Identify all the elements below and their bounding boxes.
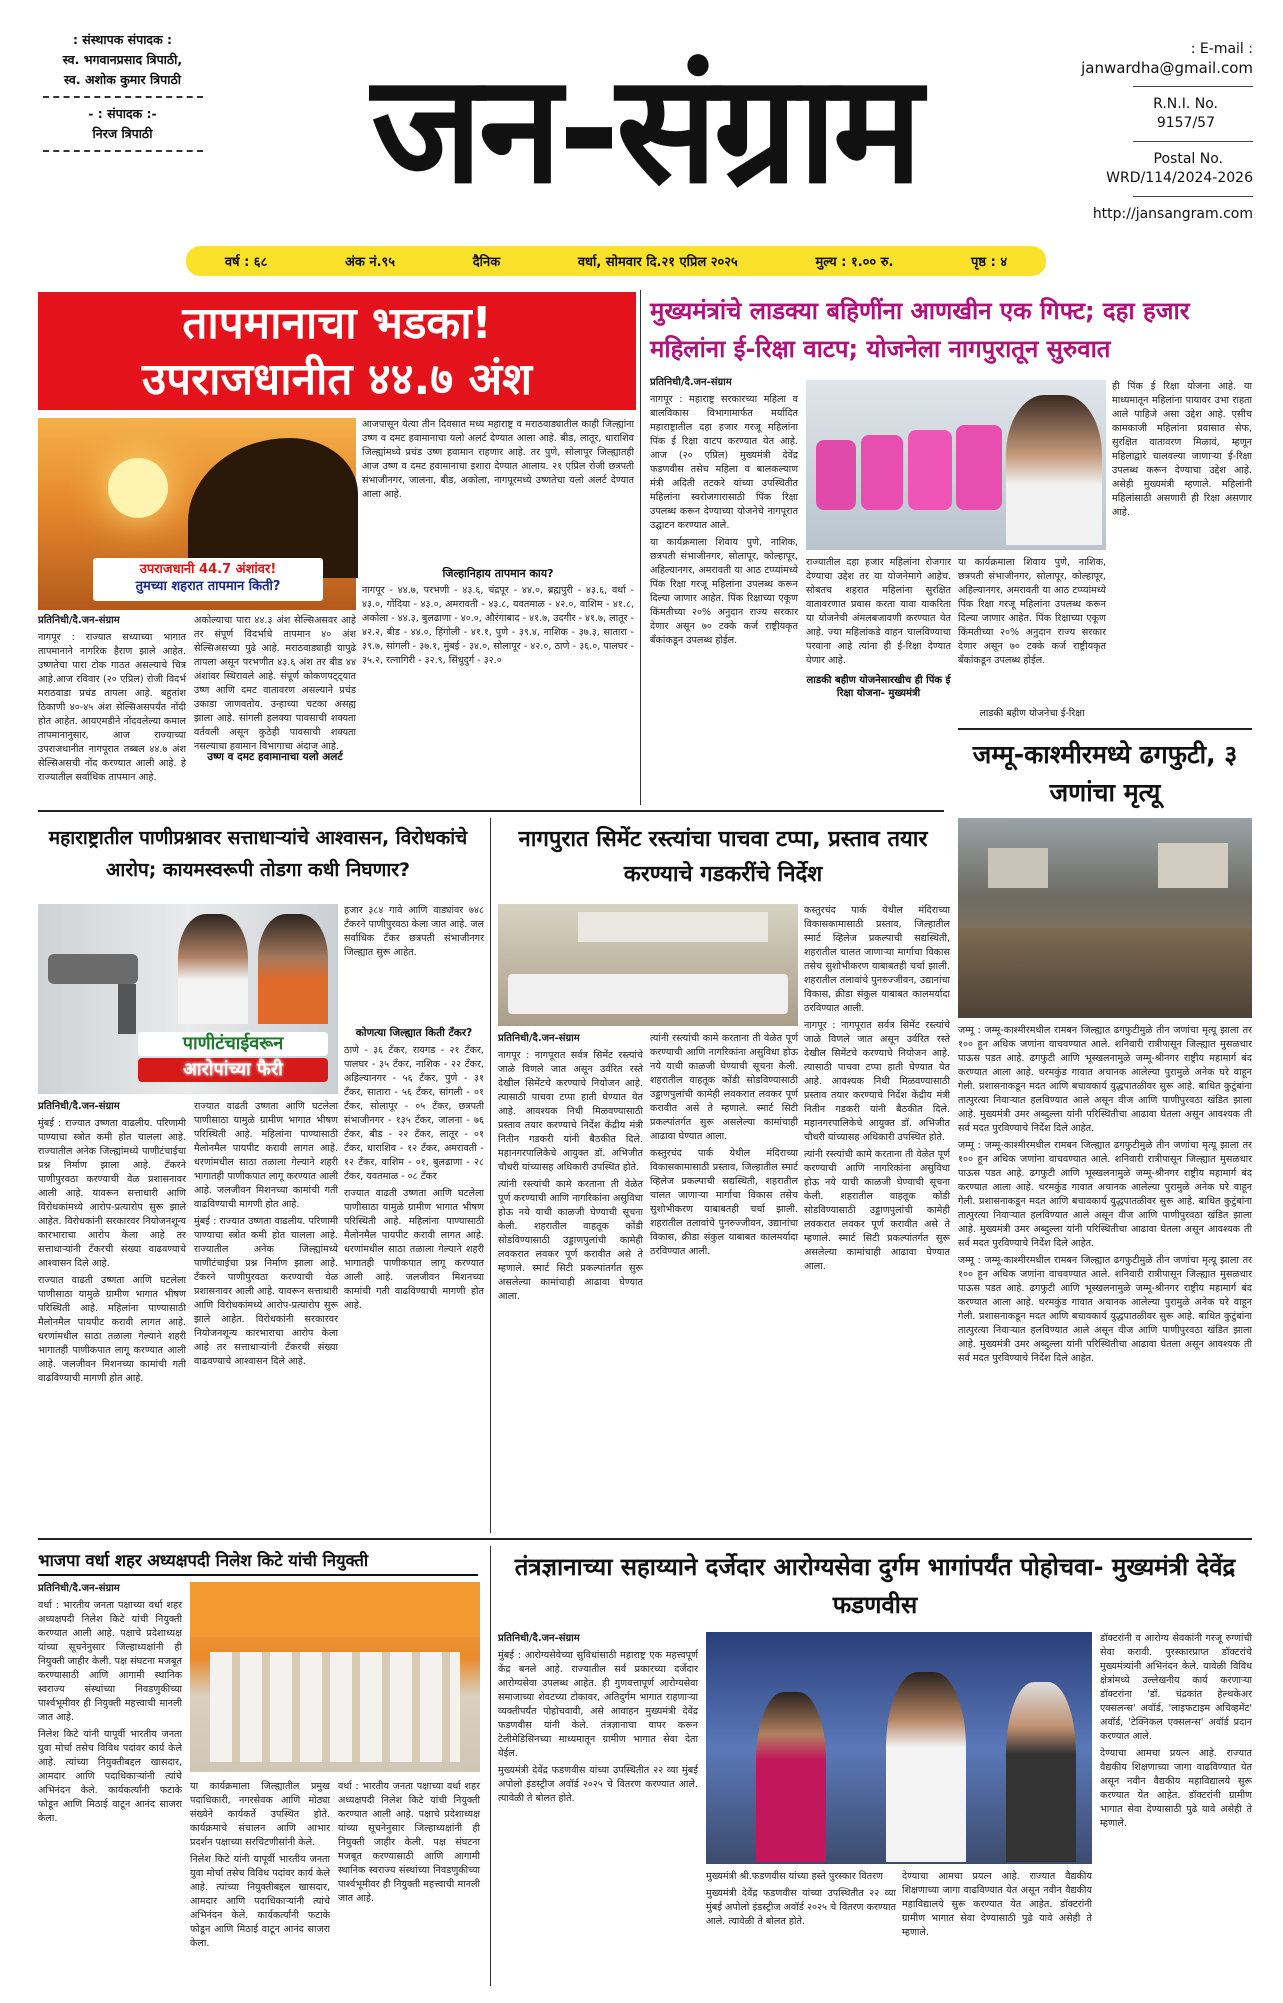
water-headline: महाराष्ट्रातील पाणीप्रश्नावर सत्ताधाऱ्यांचे आश्वासन, विरोधकांचे आरोप; कायमस्वरूपी तोडगा कधी निघणार? <box>48 827 468 881</box>
erickshaw-body-2: या कार्यक्रमाला शिवाय पुणे, नाशिक, छत्रपती संभाजीनगर, सोलापूर, कोल्हापूर, अहिल्यानगर, अमरावती या आठ टप्प्यांमध्ये पिंक रिक्षा गरजू महिलांना उपलब्ध करून दिल्या जाणार आहेत. पिंक रिक्षाच्या एकूण किंमतीच्या २०% अनुदान राज्य सरकार देणार असून ७० टक्के कर्ज राष्ट्रीयकृत बँकांकडून उपलब्ध होईल. <box>650 537 798 646</box>
health-body-3: देण्याचा आमचा प्रयत्न आहे. राज्यात वैद्यकीय शिक्षणाच्या जागा वाढविण्यात येत असून नवीन वैद्यकीय महाविद्यालये सुरू करण्यात येत आहेत. डॉक्टरांनी ग्रामीण भागात सेवा देण्यासाठी पुढे यावे असेही ते म्हणाले. <box>902 1871 1092 1938</box>
cement-body-3b: कस्तुरचंद पार्क येथील मंदिराच्या विकासकामासाठी प्रस्ताव, जिल्हातील स्मार्ट व्हिलेज प्रकल्पाची सद्यस्थिती, शहरातील चालत जाणाऱ्या मार्गाचा विकास तसेच सुशोभीकरण याबाबतही चर्चा झाली. शहरातील तलावांचे पुनरुज्जीवन, उद्यानांचा विकास, क्रीडा संकुल याबाबत कालमर्यादा ठरविण्यात आली. <box>804 905 950 1014</box>
kashmir-photo <box>958 818 1252 1018</box>
health-column-1 <box>498 1632 698 1982</box>
health-headline: तंत्रज्ञानाच्या सहाय्याने दर्जेदार आरोग्यसेवा दुर्गम भागांपर्यंत पोहोचवा- मुख्यमंत्री देवेंद्र फडणवीस <box>514 1553 1236 1619</box>
bjp-body-1b: वर्धा : भारतीय जनता पक्षाच्या वर्धा शहर अध्यक्षपदी निलेश किटे यांची नियुक्ती करण्यात आली आहे. पक्षाचे प्रदेशाध्यक्ष यांच्या सूचनेनुसार जिल्हाध्यक्षांनी ही नियुक्ती जाहीर केली. पक्ष संघटना मजबूत करण्यासाठी आणि आगामी स्थानिक स्वराज्य संस्थांच्या निवडणुकीच्या पार्श्वभूमीवर ही नियुक्ती महत्त्वाची मानली जात आहे. <box>338 1781 480 1904</box>
kashmir-body <box>958 1024 1252 1534</box>
issue-number: अंक नं.९५ <box>344 255 396 270</box>
bjp-photo <box>190 1582 480 1772</box>
portrait <box>258 914 328 1024</box>
water-list <box>344 1044 484 1530</box>
heat-photo <box>38 418 356 610</box>
water-body-3: हजार ३८४ गावे आणि वाड्यांवर ७४८ टँकरने पाणीपुरवठा केला जात आहे. जल सर्वाधिक टँकर छत्रपती संभाजीनगर जिल्ह्यात सुरू आहेत. <box>344 905 484 958</box>
house-shape <box>1158 843 1228 888</box>
health-column-3 <box>1100 1632 1252 1982</box>
portrait <box>886 1672 966 1862</box>
place-date: वर्धा, सोमवार दि.२१ एप्रिल २०२५ <box>577 255 738 270</box>
banner-shape <box>578 912 768 942</box>
heat-headline <box>38 292 636 410</box>
website-link[interactable]: http://jansangram.com <box>1092 206 1253 222</box>
water-list-title: कोणत्या जिल्ह्यात किती टँकर? <box>355 1027 473 1039</box>
cement-body-3: कस्तुरचंद पार्क येथील मंदिराच्या विकासकामासाठी प्रस्ताव, जिल्हातील स्मार्ट व्हिलेज प्रकल्पाची सद्यस्थिती, शहरातील चालत जाणाऱ्या मार्गाचा विकास तसेच सुशोभीकरण याबाबतही चर्चा झाली. शहरातील तलावांचे पुनरुज्जीवन, उद्यानांचा विकास, क्रीडा संकुल याबाबत कालमर्यादा ठरविण्यात आली. <box>650 1148 798 1257</box>
water-column-3 <box>344 904 484 1024</box>
cement-photo <box>498 904 798 1026</box>
health-photo-caption-text: मुख्यमंत्री श्री.फडणवीस यांच्या हस्ते पुरस्कार वितरण <box>706 1871 883 1882</box>
health-photo-caption <box>706 1870 896 1982</box>
heat-column-3 <box>362 418 634 563</box>
cement-body-2c: त्यांनी रस्त्यांची कामे करताना ती वेळेत पूर्ण करण्याची आणि नागरिकांना असुविधा होऊ नये याची काळजी घेण्याची सूचना केली. शहरातील वाहतूक कोंडी सोडविण्यासाठी उड्डाणपुलांची कामेही लवकरात लवकर पूर्ण करावीत असे ते म्हणाले. स्मार्ट सिटी प्रकल्पांतर्गत सुरू असलेल्या कामांचाही आढावा घेण्यात आला. <box>804 1149 950 1272</box>
rickshaw-shape <box>956 425 1002 510</box>
divider <box>958 728 1252 730</box>
byline: प्रतिनिधी/दै.जन-संग्राम <box>38 1101 120 1112</box>
kashmir-body-text-2: जम्मू : जम्मू-काश्मीरमधील रामबन जिल्ह्यात ढगफुटीमुळे तीन जणांचा मृत्यू झाला तर १०० हून अधिक जणांना वाचवण्यात आले. शनिवारी रात्रीपासून जिल्ह्यात मुसळधार पाऊस पडत आहे. ढगफुटी आणि भूस्खलनामुळे जम्मू-श्रीनगर राष्ट्रीय महामार्ग बंद करण्यात आला आहे. धरमकुंड गावात अचानक आलेल्या पुरामुळे अनेक घरे वाहून गेली. प्रशासनाकडून मदत आणि बचावकार्य युद्धपातळीवर सुरू आहे. बाधित कुटुंबांना तात्पुरत्या निवाऱ्यात हलविण्यात आले असून वीज आणि पाणीपुरवठा खंडित झाला आहे. मुख्यमंत्री उमर अब्दुल्ला यांनी परिस्थितीचा आढावा घेतला असून आवश्यक ती सर्व मदत पुरविण्याचे निर्देश दिले आहेत. <box>958 1140 1252 1249</box>
rni-number: 9157/57 <box>1156 115 1215 131</box>
water-body-2: राज्यात वाढती उष्णता आणि घटलेला पाणीसाठा यामुळे ग्रामीण भागात भीषण परिस्थिती आहे. महिलांना पाण्यासाठी मैलोनमैल पायपीट करावी लागत आहे. धरणांमधील साठा तळाला गेल्याने शहरी भागातही पाणीकपात लागू करण्यात आली आहे. जलजीवन मिशनच्या कामांची गती वाढविण्याची मागणी होत आहे. <box>38 1275 186 1384</box>
portrait <box>1006 395 1102 545</box>
masthead-info <box>1073 40 1253 224</box>
rickshaw-shape <box>816 440 856 510</box>
health-body-2: मुख्यमंत्री देवेंद्र फडणवीस यांच्या उपस्थितीत २२ व्या मुंबई अपोलो इंडस्ट्रीज अवॉर्ड २०२५ चे वितरण करण्यात आले. त्यावेळी ते बोलत होते. <box>498 1765 698 1804</box>
table-shape <box>508 974 788 1014</box>
bjp-headline: भाजपा वर्धा शहर अध्यक्षपदी निलेश किटे यांची नियुक्ती <box>38 1548 478 1576</box>
heat-column-1 <box>38 614 186 784</box>
erickshaw-subhead: लाडकी बहीण योजनेसारखीच ही पिंक ई रिक्षा योजना- मुख्यमंत्री <box>806 675 951 699</box>
heat-body-1: नागपूर : राज्यात सध्याच्या भागात तापमानाने नागरिक हैराण झाले आहेत. उष्णतेचा पारा टोक गाठत असल्याचे चित्र आहे.आज रविवार (२० एप्रिल) रोजी विदर्भ मराठवाडा प्रचंड तापला आहे. बहुतांश ठिकाणी ४०-४५ अंश सेल्सिअसपर्यंत नोंदी होत आहेत. आयएमडीने नोंदवलेल्या कमाल तापमानानुसार, आज राज्याच्या उपराजधानीत नागपूरात तब्बल ४४.७ अंश सेल्सिअसची नोंद करण्यात आली आहे. हे राज्यातील सर्वाधिक तापमान आहे. <box>38 632 186 783</box>
masthead-founders <box>30 30 215 158</box>
portrait <box>178 914 248 1024</box>
postal-label: Postal No. <box>1153 151 1223 167</box>
house-shape <box>988 848 1048 888</box>
cement-column-3 <box>804 904 950 1530</box>
debris-shape <box>958 928 1252 1018</box>
heat-table-text: नागपूर - ४४.७, परभणी - ४३.६, चंद्रपूर - ४४.०, ब्रह्मपुरी - ४३.६, वर्धा - ४३.०, गोंदिया - ४३.०, अमरावती - ४३.८, यवतमाळ - ४२.०, वाशिम - ४१.८, अकोला - ४४.३, बुलढाणा - ४०.०, औरंगाबाद - ४१.७, उदगीर - ४१.७, लातूर - ४२.२, बीड - ४४.०, हिंगोली - ४१.१, पुणे - ३९.४, नाशिक - ३७.३, सातारा - ३९.७, सांगली - ३७.१, मुंबई - ३४.०, सोलापूर - ४२.०, ठाणे - ३६.०, पालघर - ३५.२, रत्नागिरी - ३२.९, सिंधुदुर्ग - ३२.० <box>362 585 634 666</box>
divider <box>43 96 203 98</box>
heat-subhead: उष्ण व दमट हवामानाचा यलो अलर्ट <box>207 751 343 763</box>
heat-headline-line-1: तापमानाचा भडका! <box>182 298 492 349</box>
byline: प्रतिनिधी/दै.जन-संग्राम <box>498 1033 580 1044</box>
kashmir-headline: जम्मू-काश्मीरमध्ये ढगफुटी, ३ जणांचा मृत्यू <box>972 740 1238 807</box>
issue-info-bar <box>186 246 1046 276</box>
erickshaw-body-1: नागपूर : महाराष्ट्र सरकारच्या महिला व बालविकास विभागामार्फत मर्यादित महाराष्ट्रातील दहा हजार गरजू महिलांना पिंक ई रिक्षा वाटप करण्यात येत आहे. आज (२० एप्रिल) मुख्यमंत्री देवेंद्र फडणवीस तसेच महिला व बालकल्याण मंत्री अदिती तटकरे यांच्या उपस्थितीत महिलांना स्वरोजगारासाठी पिंक रिक्षा उपलब्ध करून देण्याच्या योजनेचे नागपूरात उद्घाटन करण्यात आले. <box>650 394 798 531</box>
health-body-3b: देण्याचा आमचा प्रयत्न आहे. राज्यात वैद्यकीय शिक्षणाच्या जागा वाढविण्यात येत असून नवीन वैद्यकीय महाविद्यालये सुरू करण्यात येत आहेत. डॉक्टरांनी ग्रामीण भागात सेवा देण्यासाठी पुढे यावे असेही ते म्हणाले. <box>1100 1748 1252 1829</box>
editor-label: - : संपादक :- <box>88 106 157 121</box>
byline: प्रतिनिधी/दै.जन-संग्राम <box>38 1583 120 1594</box>
page-number: पृष्ठ : ४ <box>971 255 1008 270</box>
bjp-column-1 <box>38 1582 182 1982</box>
price: मुल्य : १.०० रु. <box>815 255 894 270</box>
bjp-body-2b: निलेश किटे यांनी यापूर्वी भारतीय जनता युवा मोर्चा तसेच विविध पदांवर कार्य केले आहे. त्यांच्या नियुक्तीबद्दल खासदार, आमदार आणि पदाधिकाऱ्यांनी त्यांचे अभिनंदन केले. कार्यकर्त्यांनी फटाके फोडून आणि मिठाई वाटून आनंद साजरा केला. <box>190 1854 330 1949</box>
heat-photo-caption: उपराजधानी 44.7 अंशांवर! तुमच्या शहरात तापमान किती? <box>93 558 323 601</box>
portrait <box>1006 1682 1076 1862</box>
erickshaw-column-3 <box>958 556 1106 706</box>
divider <box>490 818 491 1533</box>
email-label: : E-mail : <box>1190 41 1253 57</box>
sun-shape <box>108 458 168 518</box>
founder-name-2: स्व. अशोक कुमार त्रिपाठी <box>64 72 181 87</box>
erickshaw-body-4: ही पिंक ई रिक्षा योजना आहे. या माध्यमातून महिलांना पायावर उभा राहता आले पाहिजे असा उद्देश आहे. एसीच कामकाजी महिलांना प्रवासात सेफ, सुरक्षित वातावरण मिळावं, म्हणून महिलाद्वारे चालवल्या जाणाऱ्या ई-रिक्षा उपलब्ध करून देण्याचा उद्देश आहे. असेही मुख्यमंत्री म्हणाले. महिलांनी महिलांसाठी असणारी ही रिक्षा असणार आहे. <box>1112 381 1252 518</box>
water-body-2c: राज्यात वाढती उष्णता आणि घटलेला पाणीसाठा यामुळे ग्रामीण भागात भीषण परिस्थिती आहे. महिलांना पाण्यासाठी मैलोनमैल पायपीट करावी लागत आहे. धरणांमधील साठा तळाला गेल्याने शहरी भागातही पाणीकपात लागू करण्यात आली आहे. जलजीवन मिशनच्या कामांची गती वाढविण्याची मागणी होत आहे. <box>344 1188 484 1311</box>
divider <box>490 1546 491 1986</box>
year: वर्ष : ६८ <box>224 255 268 270</box>
divider <box>640 290 641 805</box>
health-column-2 <box>902 1870 1092 1982</box>
water-photo <box>38 904 338 1094</box>
cement-body-1: नागपूर : नागपूरात सर्वत्र सिमेंट रस्त्यांचे जाळे विणले जात असून उर्वरित रस्ते देखील सिमेंटचे करण्याचे नियोजन आहे. त्यासाठी पाचवा टप्पा हाती घेण्यात येत आहे. आवश्यक निधी मिळवण्यासाठी प्रस्ताव तयार करण्याचे निर्देश केंद्रीय मंत्री नितीन गडकरी यांनी बैठकीत दिले. महानगरपालिकेचे आयुक्त डॉ. अभिजीत चौधरी यांच्यासह अधिकारी उपस्थित होते. <box>498 1050 643 1173</box>
silhouette <box>188 438 358 578</box>
cement-body-2: त्यांनी रस्त्यांची कामे करताना ती वेळेत पूर्ण करण्याची आणि नागरिकांना असुविधा होऊ नये याची काळजी घेण्याची सूचना केली. शहरातील वाहतूक कोंडी सोडविण्यासाठी उड्डाणपुलांची कामेही लवकरात लवकर पूर्ण करावीत असे ते म्हणाले. स्मार्ट सिटी प्रकल्पांतर्गत सुरू असलेल्या कामांचाही आढावा घेण्यात आला. <box>498 1179 643 1302</box>
heat-body-3: आजपासून येत्या तीन दिवसात मध्य महाराष्ट्र व मराठवाड्यातील काही जिल्ह्यांना उष्ण व दमट हवामानाचा यलो अलर्ट देण्यात आला आहे. बीड, लातूर, धाराशिव जिल्ह्यांमध्ये प्रचंड उष्ण हवामान राहणार आहे. तर पुणे, सोलापूर जिल्ह्यातही आज उष्ण व दमट हवामानाचा इशारा देण्यात आलाय. २१ एप्रिल रोजी छत्रपती संभाजीनगर, जालना, बीड, अकोला, नागपूरमध्ये उष्णतेचा यलो अलर्ट देण्यात आला आहे. <box>362 419 634 500</box>
divider <box>43 150 203 152</box>
email[interactable]: janwardha@gmail.com <box>1081 59 1253 77</box>
water-list-text: ठाणे - ३६ टँकर, रायगड - २१ टँकर, पालघर - ३५ टँकर, नाशिक - २२ टँकर, अहिल्यानगर - ५६ टँकर, पुणे - ३१ टँकर, सातारा - ५६ टँकर, सांगली - ०१ टँकर, सोलापूर - ०५ टँकर, छत्रपती संभाजीनगर - १३५ टँकर, जालना - ७६ टँकर, बीड - २२ टँकर, लातूर - ०१ टँकर, धाराशिव - १२ टँकर, अमरावती - १२ टँकर, वाशिम - ०१, बुलढाणा - २८ टँकर, यवतमाळ - ०८ टँकर <box>344 1045 484 1182</box>
rickshaw-shape <box>908 430 952 510</box>
cement-column-2 <box>650 1032 798 1530</box>
erickshaw-body-3a: राज्यातील दहा हजार महिलांना रोजगार देण्याचा उद्देश तर या योजनेमागे आहेच. सोबतच शहरात महिलांना सुरक्षित वातावरणात प्रवास करता यावा याकरिता या योजनेची अंमलबजावणी करण्यात येत आहे. ज्या महिलांकडे वाहन चालविण्याचा परवाना आहे त्यांना ही ई-रिक्षा देण्यात येणार आहे. <box>806 557 951 666</box>
heat-headline-line-2: उपराजधानीत ४४.७ अंश <box>141 354 533 405</box>
bjp-body-2: निलेश किटे यांनी यापूर्वी भारतीय जनता युवा मोर्चा तसेच विविध पदांवर कार्य केले आहे. त्यांच्या नियुक्तीबद्दल खासदार, आमदार आणि पदाधिकाऱ्यांनी त्यांचे अभिनंदन केले. कार्यकर्त्यांनी फटाके फोडून आणि मिठाई वाटून आनंद साजरा केला. <box>38 1729 182 1824</box>
rni-label: R.N.I. No. <box>1153 96 1218 112</box>
byline: प्रतिनिधी/दै.जन-संग्राम <box>38 615 120 626</box>
erickshaw-column-4 <box>1112 380 1252 710</box>
postal-number: WRD/114/2024-2026 <box>1106 170 1253 186</box>
divider <box>38 1538 1252 1540</box>
water-column-1 <box>38 1100 186 1530</box>
bjp-body-1: वर्धा : भारतीय जनता पक्षाच्या वर्धा शहर अध्यक्षपदी निलेश किटे यांची नियुक्ती करण्यात आली आहे. पक्षाचे प्रदेशाध्यक्ष यांच्या सूचनेनुसार जिल्हाध्यक्षांनी ही नियुक्ती जाहीर केली. पक्ष संघटना मजबूत करण्यासाठी आणि आगामी स्थानिक स्वराज्य संस्थांच्या निवडणुकीच्या पार्श्वभूमीवर ही नियुक्ती महत्त्वाची मानली जात आहे. <box>38 1600 182 1723</box>
water-body-1: मुंबई : राज्यात उष्णता वाढलीय. परिणामी पाण्याचा स्त्रोत कमी होत चालला आहे. राज्यातील अनेक जिल्ह्यांमध्ये पाणीटंचाईचा प्रश्न निर्माण झाला आहे. टँकरने पाणीपुरवठा करण्याची वेळ प्रशासनावर आली आहे. यावरून सत्ताधारी आणि विरोधकांमध्ये आरोप-प्रत्यारोप सुरू झाले आहेत. विरोधकांनी सरकारवर नियोजनशून्य कारभाराचा आरोप केला आहे तर सत्ताधाऱ्यांनी टँकरची संख्या वाढवण्याचे आश्वासन दिले आहे. <box>38 1118 186 1269</box>
water-photo-caption: पाणीटंचाईवरून आरोपांच्या फैरी <box>138 1032 328 1086</box>
kashmir-body-text: जम्मू : जम्मू-काश्मीरमधील रामबन जिल्ह्यात ढगफुटीमुळे तीन जणांचा मृत्यू झाला तर १०० हून अधिक जणांना वाचवण्यात आले. शनिवारी रात्रीपासून जिल्ह्यात मुसळधार पाऊस पडत आहे. ढगफुटी आणि भूस्खलनामुळे जम्मू-श्रीनगर राष्ट्रीय महामार्ग बंद करण्यात आला आहे. धरमकुंड गावात अचानक आलेल्या पुरामुळे अनेक घरे वाहून गेली. प्रशासनाकडून मदत आणि बचावकार्य युद्धपातळीवर सुरू आहे. बाधित कुटुंबांना तात्पुरत्या निवाऱ्यात हलविण्यात आले असून वीज आणि पाणीपुरवठा खंडित झाला आहे. मुख्यमंत्री उमर अब्दुल्ला यांनी परिस्थितीचा आढावा घेतला असून आवश्यक ती सर्व मदत पुरविण्याचे निर्देश दिले आहेत. <box>958 1025 1252 1134</box>
people-shape <box>210 1652 460 1762</box>
heat-table <box>362 584 634 784</box>
cement-headline: नागपुरात सिमेंट रस्त्यांचा पाचवा टप्पा, प्रस्ताव तयार करण्याचे गडकरींचे निर्देश <box>518 827 928 887</box>
water-body-1b: मुंबई : राज्यात उष्णता वाढलीय. परिणामी पाण्याचा स्त्रोत कमी होत चालला आहे. राज्यातील अनेक जिल्ह्यांमध्ये पाणीटंचाईचा प्रश्न निर्माण झाला आहे. टँकरने पाणीपुरवठा करण्याची वेळ प्रशासनावर आली आहे. यावरून सत्ताधारी आणि विरोधकांमध्ये आरोप-प्रत्यारोप सुरू झाले आहेत. विरोधकांनी सरकारवर नियोजनशून्य कारभाराचा आरोप केला आहे तर सत्ताधाऱ्यांनी टँकरची संख्या वाढवण्याचे आश्वासन दिले आहे. <box>194 1216 338 1367</box>
erickshaw-column-1 <box>650 376 798 796</box>
kashmir-body-text-3: जम्मू : जम्मू-काश्मीरमधील रामबन जिल्ह्यात ढगफुटीमुळे तीन जणांचा मृत्यू झाला तर १०० हून अधिक जणांना वाचवण्यात आले. शनिवारी रात्रीपासून जिल्ह्यात मुसळधार पाऊस पडत आहे. ढगफुटी आणि भूस्खलनामुळे जम्मू-श्रीनगर राष्ट्रीय महामार्ग बंद करण्यात आला आहे. धरमकुंड गावात अचानक आलेल्या पुरामुळे अनेक घरे वाहून गेली. प्रशासनाकडून मदत आणि बचावकार्य युद्धपातळीवर सुरू आहे. बाधित कुटुंबांना तात्पुरत्या निवाऱ्यात हलविण्यात आले असून वीज आणि पाणीपुरवठा खंडित झाला आहे. मुख्यमंत्री उमर अब्दुल्ला यांनी परिस्थितीचा आढावा घेतला असून आवश्यक ती सर्व मदत पुरविण्याचे निर्देश दिले आहेत. <box>958 1255 1252 1364</box>
banner-shape <box>190 1582 480 1637</box>
editor-name: निरज त्रिपाठी <box>92 126 153 141</box>
divider <box>38 810 944 812</box>
heat-column-2 <box>194 614 356 752</box>
erickshaw-body-3b: या कार्यक्रमाला शिवाय पुणे, नाशिक, छत्रपती संभाजीनगर, सोलापूर, कोल्हापूर, अहिल्यानगर, अमरावती या आठ टप्प्यांमध्ये पिंक रिक्षा गरजू महिलांना उपलब्ध करून दिल्या जाणार आहेत. पिंक रिक्षाच्या एकूण किंमतीच्या २०% अनुदान राज्य सरकार देणार असून ७० टक्के कर्ज राष्ट्रीयकृत बँकांकडून उपलब्ध होईल. <box>958 557 1106 666</box>
heat-table-title: जिल्हानिहाय तापमान काय? <box>442 567 554 580</box>
bjp-body-3: या कार्यक्रमाला जिल्ह्यातील प्रमुख पदाधिकारी, नगरसेवक आणि मोठ्या संख्येने कार्यकर्ते उपस्थित होते. कार्यक्रमाचे संचालन आणि आभार प्रदर्शन पक्षाच्या सरचिटणीसांनी केले. <box>190 1781 330 1848</box>
bjp-column-2 <box>190 1780 330 1980</box>
erickshaw-photo <box>806 380 1106 550</box>
health-body-4: डॉक्टरांनी व आरोग्य सेवकांनी गरजू रुग्णांची सेवा करावी. पुरस्कारप्राप्त डॉक्टरांचे मुख्यमंत्र्यांनी अभिनंदन केले. यावेळी विविध क्षेत्रांमध्ये उल्लेखनीय कार्य करणाऱ्या डॉक्टरांना 'डॉ. चंद्रकांत हेल्थकेअर एक्सलन्स' अवॉर्ड, 'लाइफटाइम अचिव्हमेंट' अवॉर्ड, 'टेक्निकल एक्सलन्स' अवॉर्ड प्रदान करण्यात आले. <box>1100 1633 1252 1742</box>
heat-body-2: अकोल्याचा पारा ४४.३ अंश सेल्सिअसवर आहे तर संपूर्ण विदर्भाचे तापमान ४० अंश सेल्सिअसच्या पुढे आहे. मराठवाड्याही यापुढे तापला असून परभणीत ४३.६ अंश तर बीड ४४ अंशांवर स्थिरावले आहे. संपूर्ण कोकणपट्ट्यात उष्ण आणि दमट वातावरण असल्याने प्रचंड उकाडा जाणवतोय. उन्हाच्या चटका असह्य झाला आहे. सांगली हलक्या पावसाची शक्यता वर्तवली असून कुठेही पावसाची शक्यता नसल्याचा हवामान विभागाचा अंदाज आहे. <box>194 615 356 752</box>
frequency: दैनिक <box>472 255 501 270</box>
health-body-1: मुंबई : आरोग्यसेवेच्या सुविधांसाठी महाराष्ट्र एक महत्त्वपूर्ण केंद्र बनले आहे. राज्यातील सर्व प्रकारच्या दर्जेदार आरोग्यसेवा उपलब्ध आहेत. ही गुणवत्तापूर्ण आरोग्यसेवा समाजाच्या शेवटच्या टोकावर, अतिदुर्गम भागात राहणाऱ्या व्यक्तीपर्यंत पोहोचवावी, असे आवाहन मुख्यमंत्री देवेंद्र फडणवीस यांनी केले. तंत्रज्ञानाचा वापर करून टेलीमेडिसिनच्या माध्यमातून ग्रामीण भागात सेवा देता येईल. <box>498 1650 698 1759</box>
founder-name-1: स्व. भगवानप्रसाद त्रिपाठी, <box>62 52 183 67</box>
cement-body-2b: त्यांनी रस्त्यांची कामे करताना ती वेळेत पूर्ण करण्याची आणि नागरिकांना असुविधा होऊ नये याची काळजी घेण्याची सूचना केली. शहरातील वाहतूक कोंडी सोडविण्यासाठी उड्डाणपुलांची कामेही लवकरात लवकर पूर्ण करावीत असे ते म्हणाले. स्मार्ट सिटी प्रकल्पांतर्गत सुरू असलेल्या कामांचाही आढावा घेण्यात आला. <box>650 1033 798 1142</box>
rickshaw-shape <box>861 435 903 510</box>
newspaper-title: जन-संग्राम <box>371 43 919 217</box>
tap-shape <box>118 984 136 1034</box>
water-body-2b: राज्यात वाढती उष्णता आणि घटलेला पाणीसाठा यामुळे ग्रामीण भागात भीषण परिस्थिती आहे. महिलांना पाण्यासाठी मैलोनमैल पायपीट करावी लागत आहे. धरणांमधील साठा तळाला गेल्याने शहरी भागातही पाणीकपात लागू करण्यात आली आहे. जलजीवन मिशनच्या कामांची गती वाढविण्याची मागणी होत आहे. <box>194 1101 338 1210</box>
water-column-2 <box>194 1100 338 1530</box>
erickshaw-headline: मुख्यमंत्रांचे लाडक्या बहिणींना आणखीन एक गिफ्ट; दहा हजार महिलांना ई-रिक्षा वाटप; योजनेला नागपुरातून सुरुवात <box>650 297 1190 363</box>
portrait <box>756 1692 826 1862</box>
erickshaw-photo-caption: लाडकी बहीण योजनेचा ई-रिक्षा <box>979 708 1085 719</box>
tap-shape <box>48 954 138 984</box>
bjp-column-3 <box>338 1780 480 1980</box>
cement-body-1b: नागपूर : नागपूरात सर्वत्र सिमेंट रस्त्यांचे जाळे विणले जात असून उर्वरित रस्ते देखील सिमेंटचे करण्याचे नियोजन आहे. त्यासाठी पाचवा टप्पा हाती घेण्यात येत आहे. आवश्यक निधी मिळवण्यासाठी प्रस्ताव तयार करण्याचे निर्देश केंद्रीय मंत्री नितीन गडकरी यांनी बैठकीत दिले. महानगरपालिकेचे आयुक्त डॉ. अभिजीत चौधरी यांच्यासह अधिकारी उपस्थित होते. <box>804 1020 950 1143</box>
health-body-2b: मुख्यमंत्री देवेंद्र फडणवीस यांच्या उपस्थितीत २२ व्या मुंबई अपोलो इंडस्ट्रीज अवॉर्ड २०२५ चे वितरण करण्यात आले. त्यावेळी ते बोलत होते. <box>706 1888 896 1927</box>
cement-column-1 <box>498 1032 643 1530</box>
founder-label: : संस्थापक संपादक : <box>72 32 173 47</box>
health-photo <box>706 1632 1092 1864</box>
byline: प्रतिनिधी/दै.जन-संग्राम <box>498 1633 580 1644</box>
erickshaw-column-2 <box>806 556 951 671</box>
byline: प्रतिनिधी/दै.जन-संग्राम <box>650 377 732 388</box>
